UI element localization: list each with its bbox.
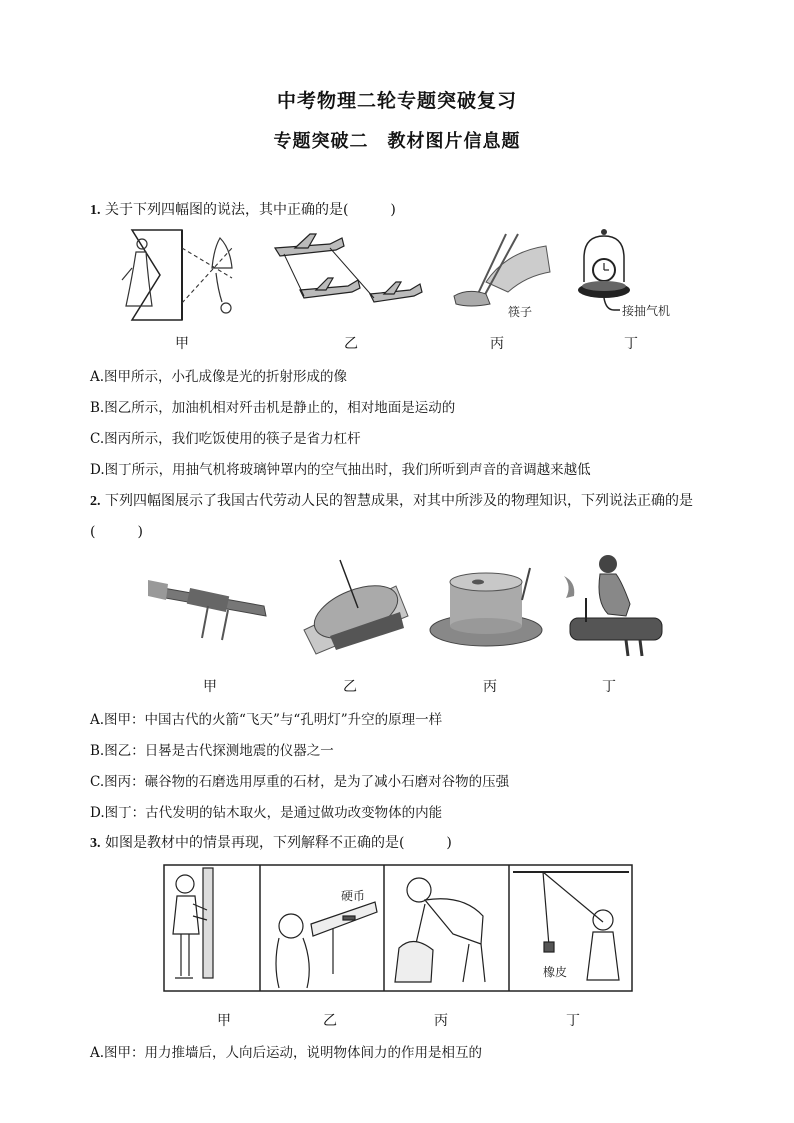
figure-q2-jia: [148, 566, 273, 646]
figure-q2-ding: [556, 552, 666, 657]
question-text: 如图是教材中的情景再现，下列解释不正确的是( ): [104, 835, 452, 851]
page-title: 中考物理二轮专题突破复习: [276, 90, 517, 112]
option-q1-d: D.图丁所示，用抽气机将玻璃钟罩内的空气抽出时，我们所听到声音的音调越来越低: [90, 462, 591, 478]
figure-q1-yi: [270, 228, 430, 318]
caption-q3-yi: 乙: [323, 1013, 337, 1029]
label-pump: 接抽气机: [622, 304, 671, 318]
question-number: 2.: [90, 494, 101, 509]
question-text: 关于下列四幅图的说法，其中正确的是( ): [104, 202, 396, 218]
page-subtitle: 专题突破二 教材图片信息题: [273, 131, 521, 152]
caption-q2-jia: 甲: [203, 679, 217, 695]
figure-q1-jia: [112, 228, 242, 323]
question-2: [90, 490, 693, 510]
label-chopsticks: 筷子: [508, 305, 533, 319]
caption-q2-bing: 丙: [483, 679, 497, 695]
option-q1-a: A.图甲所示，小孔成像是光的折射形成的像: [90, 369, 348, 385]
caption-q2-yi: 乙: [343, 679, 357, 695]
caption-q1-jia: 甲: [175, 336, 189, 352]
option-q1-c: C.图丙所示，我们吃饭使用的筷子是省力杠杆: [90, 431, 361, 447]
caption-q1-bing: 丙: [490, 336, 504, 352]
caption-q1-yi: 乙: [344, 336, 358, 352]
option-q2-c: C.图丙：碾谷物的石磨选用厚重的石材，是为了减小石磨对谷物的压强: [90, 774, 510, 790]
option-q2-a: A.图甲：中国古代的火箭“飞天”与“孔明灯”升空的原理一样: [90, 712, 443, 728]
caption-q1-ding: 丁: [624, 336, 638, 352]
option-q3-a: A.图甲：用力推墙后，人向后运动，说明物体间力的作用是相互的: [90, 1045, 483, 1061]
question-number: 3.: [90, 836, 101, 851]
question-3: [90, 832, 452, 852]
figure-q1-ding: [574, 224, 690, 322]
question-number: 1.: [90, 203, 101, 218]
question-text: 下列四幅图展示了我国古代劳动人民的智慧成果，对其中所涉及的物理知识，下列说法正确的是: [104, 493, 693, 509]
label-eraser: 橡皮: [543, 965, 568, 979]
caption-q3-bing: 丙: [434, 1013, 448, 1029]
figure-q2-bing: [426, 560, 546, 655]
figure-q1-bing: [446, 232, 556, 324]
figure-q2-yi: [300, 556, 410, 656]
label-coin: 硬币: [341, 889, 366, 903]
caption-q2-ding: 丁: [602, 679, 616, 695]
option-q2-b: B.图乙：日晷是古代探测地震的仪器之一: [90, 743, 334, 759]
option-q2-d: D.图丁：古代发明的钻木取火，是通过做功改变物体的内能: [90, 805, 443, 821]
question-1: [90, 199, 396, 219]
caption-q3-jia: 甲: [217, 1013, 231, 1029]
question-2-bracket: ( ): [90, 524, 143, 540]
figure-q3-strip: [163, 864, 633, 992]
caption-q3-ding: 丁: [566, 1013, 580, 1029]
option-q1-b: B.图乙所示，加油机相对歼击机是静止的，相对地面是运动的: [90, 400, 456, 416]
